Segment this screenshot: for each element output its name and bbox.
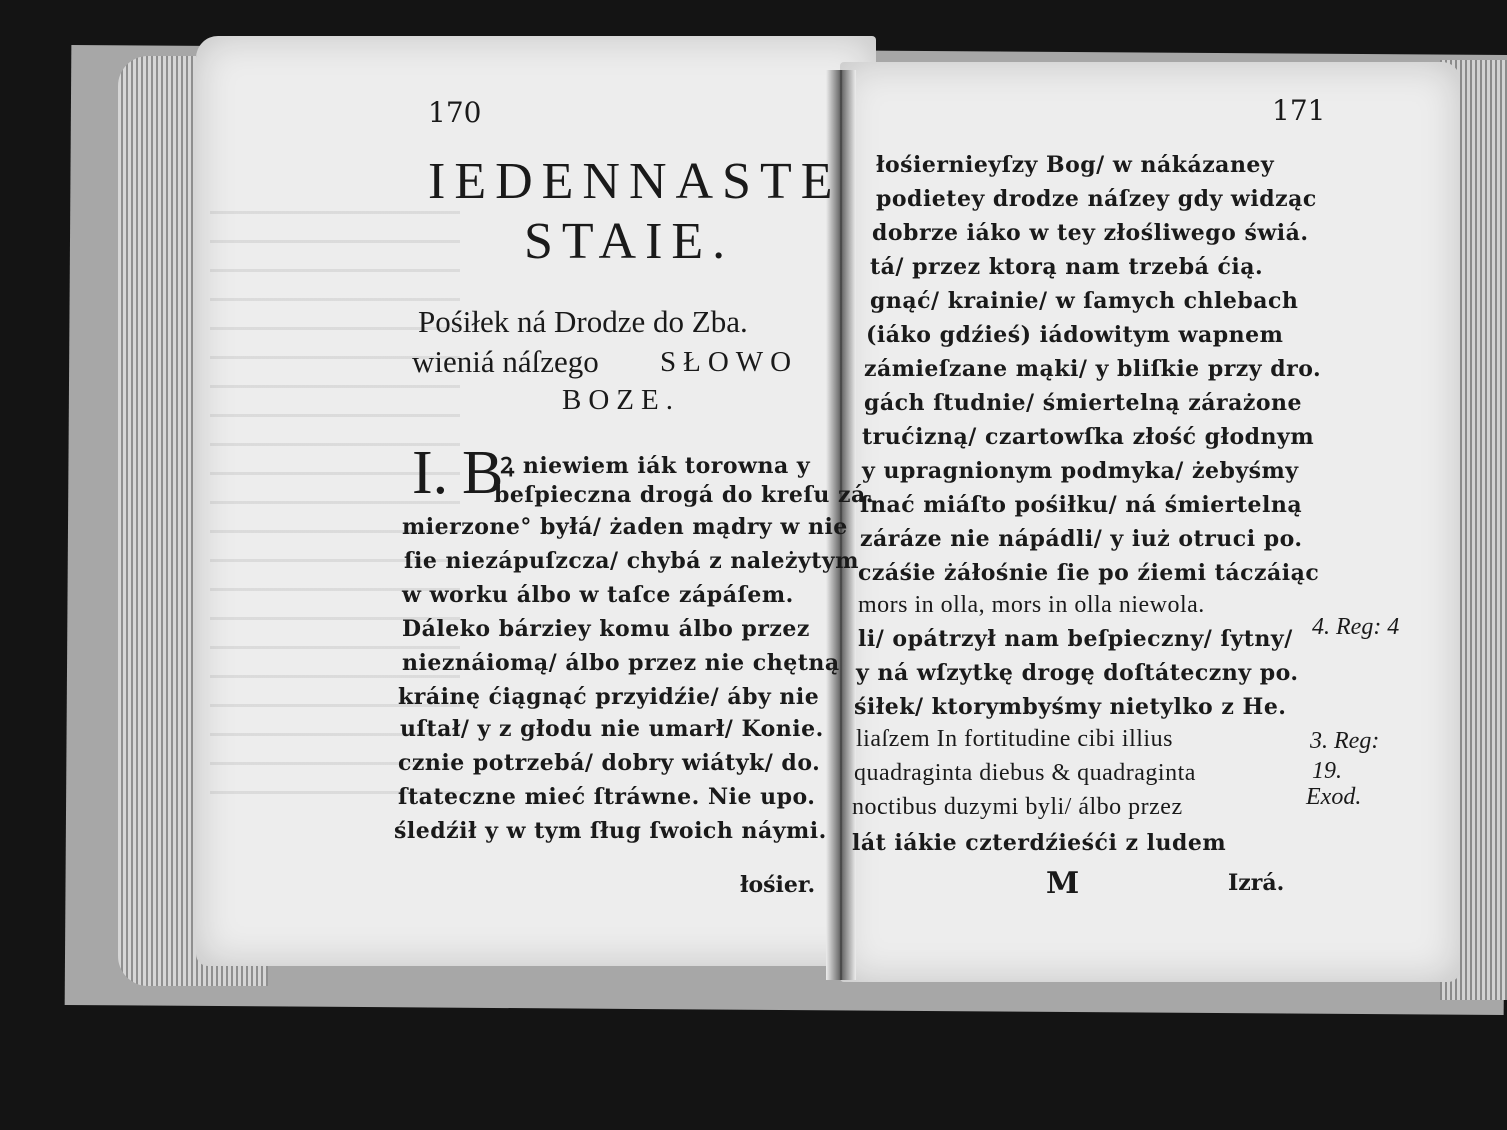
subtitle-line3: BOZE. [562, 384, 680, 416]
paragraph-number: I. [412, 439, 449, 507]
subtitle-line2-caps: SŁOWO [660, 346, 799, 378]
body-line: czáśie żáłośnie ſie po źiemi táczáiąc [858, 560, 1320, 586]
body-line: tá/ przez ktorą nam trzebá ćią. [870, 254, 1264, 280]
body-line: mors in olla, mors in olla niewola. [858, 592, 1205, 618]
signature-mark: M [1046, 866, 1080, 901]
subtitle-line1: Pośiłek ná Drodze do Zba. [418, 304, 748, 339]
body-line: śledźił y w tym ſług ſwoich náymi. [394, 818, 827, 844]
body-line: lát iákie czterdźieśći z ludem [852, 830, 1227, 856]
body-line: uſtał/ y z głodu nie umarł/ Konie. [400, 716, 824, 742]
body-line: trućizną/ czartowſka złość głodnym [862, 424, 1315, 450]
body-line: podietey drodze náſzey gdy widząc [876, 186, 1317, 212]
body-line: w worku álbo w taſce zápáſem. [402, 582, 794, 608]
catchword-right: Izrá. [1228, 870, 1285, 896]
body-line: kráinę ćiągnąć przyidźie/ áby nie [398, 684, 820, 710]
page-number-right: 171 [1272, 94, 1326, 127]
body-line: y ná wſzytkę drogę doſtáteczny po. [856, 660, 1299, 686]
body-line: y upragnionym podmyka/ żebyśmy [862, 458, 1299, 484]
catchword-left: łośier. [740, 872, 816, 898]
body-line: śiłek/ ktorymbyśmy nietylko z He. [854, 694, 1287, 720]
body-line: dobrze iáko w tey złośliwego świá. [872, 220, 1309, 246]
body-line: beſpieczna drogá do kreſu zá. [494, 482, 874, 508]
body-line: nieznáiomą/ álbo przez nie chętną [402, 650, 840, 676]
body-line: (iáko gdźieś) iádowitym wapnem [866, 322, 1284, 348]
body-line: quadraginta diebus & quadraginta [854, 760, 1196, 786]
body-line: łośiernieyſzy Bog/ w nákázaney [876, 152, 1275, 178]
body-line: Dáleko bárziey komu álbo przez [402, 616, 810, 642]
drop-cap: B [462, 439, 504, 507]
body-line: gnąć/ krainie/ w ſamych chlebach [870, 288, 1299, 314]
body-line: liaſzem In fortitudine cibi illius [856, 726, 1173, 752]
body-line: záráze nie nápádli/ y iuż otruci po. [860, 526, 1303, 552]
body-line: noctibus duzymi byli/ álbo przez [852, 794, 1183, 820]
page-number-left: 170 [428, 96, 482, 129]
marginal-note: 4. Reg: 4 [1312, 614, 1400, 640]
body-line: gách ſtudnie/ śmiertelną zárażone [864, 390, 1303, 416]
marginal-note: Exod. [1306, 784, 1362, 810]
body-line: cznie potrzebá/ dobry wiátyk/ do. [398, 750, 821, 776]
chapter-title-line1: IEDENNASTE [428, 153, 842, 210]
body-line: Ꝝ niewiem iák torowna y [500, 453, 811, 479]
chapter-title-line2: STAIE. [524, 213, 735, 270]
marginal-note: 19. [1312, 758, 1342, 784]
body-line: li/ opátrzył nam beſpieczny/ ſytny/ [858, 626, 1293, 652]
marginal-note: 3. Reg: [1310, 728, 1380, 754]
subtitle-line2: wieniá náſzego [412, 344, 599, 379]
body-line: ſie niezápuſzcza/ chybá z należytym [404, 548, 859, 574]
body-line: zámieſzane mąki/ y bliſkie przy dro. [864, 356, 1322, 382]
body-line: mierzone° byłá/ żaden mądry w nie [402, 514, 848, 540]
body-line: ſnać miáſto pośiłku/ ná śmiertelną [860, 492, 1303, 518]
body-line: ſtateczne mieć ſtráwne. Nie upo. [398, 784, 816, 810]
